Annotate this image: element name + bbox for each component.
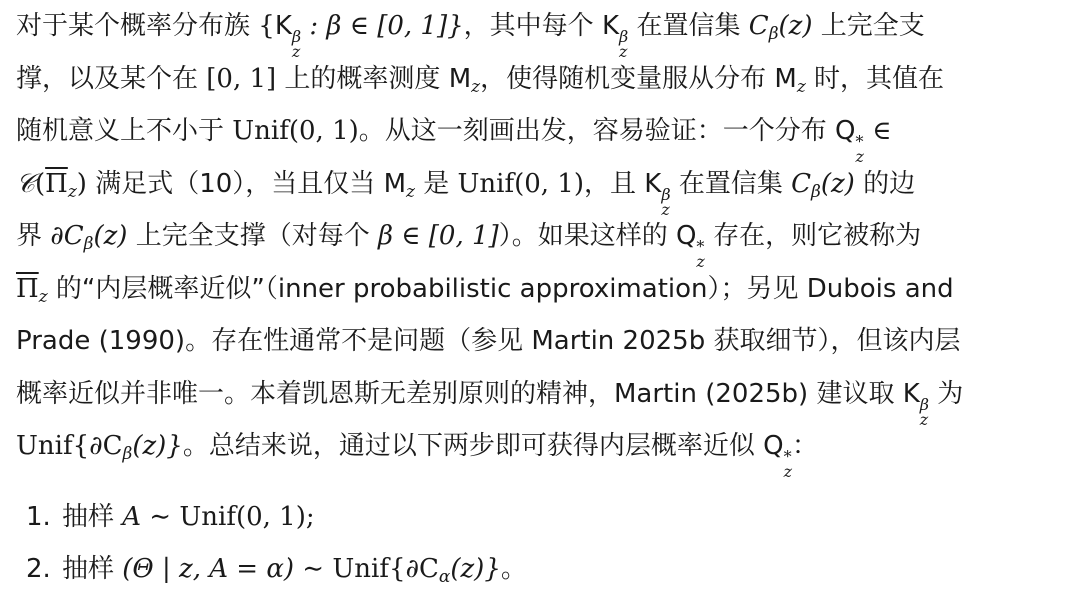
text: ）。如果这样的 [498, 221, 676, 251]
text: 在置信集 [670, 168, 792, 199]
math: ) [76, 168, 87, 199]
math-scripts: β z [291, 27, 302, 61]
spacer [16, 473, 1072, 491]
text: 随机意义上不小于 [16, 116, 233, 146]
text: ： [792, 431, 819, 461]
math: : β ∈ [0, 1]} [301, 11, 464, 41]
text-line-6 [16, 263, 1072, 316]
list-item [16, 543, 1072, 596]
math: (z)} [450, 554, 501, 584]
text-line-8 [16, 368, 1072, 429]
math: { [258, 11, 275, 41]
math: C [791, 168, 812, 199]
math-symbol-K: K [902, 378, 920, 409]
math: C [748, 11, 769, 41]
math-sub: β [811, 181, 821, 202]
text: 上完全支 [812, 11, 925, 41]
text: 撑，以及某个在 [16, 63, 207, 94]
math-symbol-M: M [448, 63, 472, 94]
math-symbol-Q: Q [675, 221, 697, 251]
math-sub: β [768, 24, 779, 44]
text: 在置信集 [628, 11, 749, 41]
text: 的边 [854, 168, 916, 199]
text: 满足式（10），当且仅当 [86, 168, 384, 199]
text: 上的概率测度 [276, 63, 449, 94]
document-body [16, 0, 1072, 596]
math-symbol-K: K [644, 168, 662, 199]
math: A [122, 501, 142, 532]
text-line-2 [16, 53, 1072, 106]
math: β ∈ [0, 1] [377, 221, 499, 251]
list-number: 2. [26, 554, 51, 584]
math: ∼ [294, 554, 333, 584]
math-pi-bar: $\overline{\Pi}$ [45, 168, 68, 199]
math: (Θ | z, A = α) [122, 554, 295, 584]
math-symbol-M: M [774, 63, 797, 94]
text-line-1 [16, 0, 1072, 61]
math: Unif(0, 1) [457, 168, 584, 199]
math-scripts: * z [696, 237, 705, 271]
math-pi-bar: $\overline{\Pi}$ [16, 273, 39, 304]
math: ∼ [141, 501, 180, 532]
text: 界 [16, 221, 51, 251]
text: Prade (1990)。存在性通常不是问题（参见 Martin 2025b 获取细节），但该内层 [16, 326, 961, 356]
math: Unif(0, 1) [232, 116, 359, 146]
math-scripts: β z [619, 27, 629, 61]
math-calligraphic-C: 𝒞 [16, 168, 35, 199]
math: (z)} [132, 431, 183, 461]
list-number: 1. [26, 501, 51, 532]
math: (z) [778, 11, 813, 41]
text: 。 [500, 554, 527, 584]
text-line-9 [16, 420, 1072, 481]
text: ，且 [584, 168, 645, 199]
math-sub: z [796, 76, 806, 97]
text: 的“内层概率近似”（inner probabilistic approximation）；另见 Dubois and [47, 273, 954, 304]
text: ，使得随机变量服从分布 [480, 63, 775, 94]
math: ∂C [50, 221, 84, 251]
math-sub: β [122, 444, 133, 464]
text-line-4 [16, 158, 1072, 219]
list-item [16, 491, 1072, 544]
math-symbol-Q: Q [763, 431, 784, 461]
math-symbol-M: M [383, 168, 406, 199]
text: 抽样 [62, 554, 123, 584]
text: 上完全支撑（对每个 [127, 221, 378, 251]
text: 。从这一刻画出发，容易验证：一个分布 [358, 116, 836, 146]
math: (z) [93, 221, 128, 251]
text: 对于某个概率分布族 [16, 11, 259, 41]
math-sub: z [406, 181, 415, 202]
math: Unif{∂C [16, 431, 123, 461]
math-symbol-Q: Q [835, 116, 856, 146]
math-scripts: β z [661, 184, 671, 219]
math-scripts: * z [783, 447, 793, 481]
math-sub: α [438, 567, 451, 587]
text: 为 [929, 378, 964, 409]
text-line-5 [16, 210, 1072, 271]
math-sub: z [67, 181, 77, 202]
math-sub: β [83, 234, 94, 254]
math: ; [305, 501, 315, 532]
math-sub: z [38, 286, 48, 307]
math: [0, 1] [206, 63, 277, 94]
text: ，其中每个 [463, 11, 602, 41]
text: 是 [414, 168, 458, 199]
text: 时，其值在 [805, 63, 945, 94]
math: (z) [820, 168, 855, 199]
text-line-3 [16, 105, 1072, 166]
text: 概率近似并非唯一。本着凯恩斯无差别原则的精神，Martin (2025b) 建议取 [16, 378, 903, 409]
paragraph [16, 0, 1072, 481]
text: 抽样 [62, 501, 123, 532]
text: 。总结来说，通过以下两步即可获得内层概率近似 [182, 431, 764, 461]
math: Unif(0, 1) [179, 501, 306, 532]
math-scripts: * z [855, 132, 864, 166]
text-line-7 [16, 315, 1072, 368]
math-scripts: β z [919, 394, 930, 429]
math-symbol-K: K [601, 11, 619, 41]
math-sub: z [471, 76, 481, 97]
math: ∈ [863, 116, 892, 146]
math-symbol-K: K [274, 11, 292, 41]
ordered-list [16, 491, 1072, 596]
math: Unif{∂C [332, 554, 439, 584]
text: 存在，则它被称为 [704, 221, 922, 251]
math: ( [34, 168, 46, 199]
